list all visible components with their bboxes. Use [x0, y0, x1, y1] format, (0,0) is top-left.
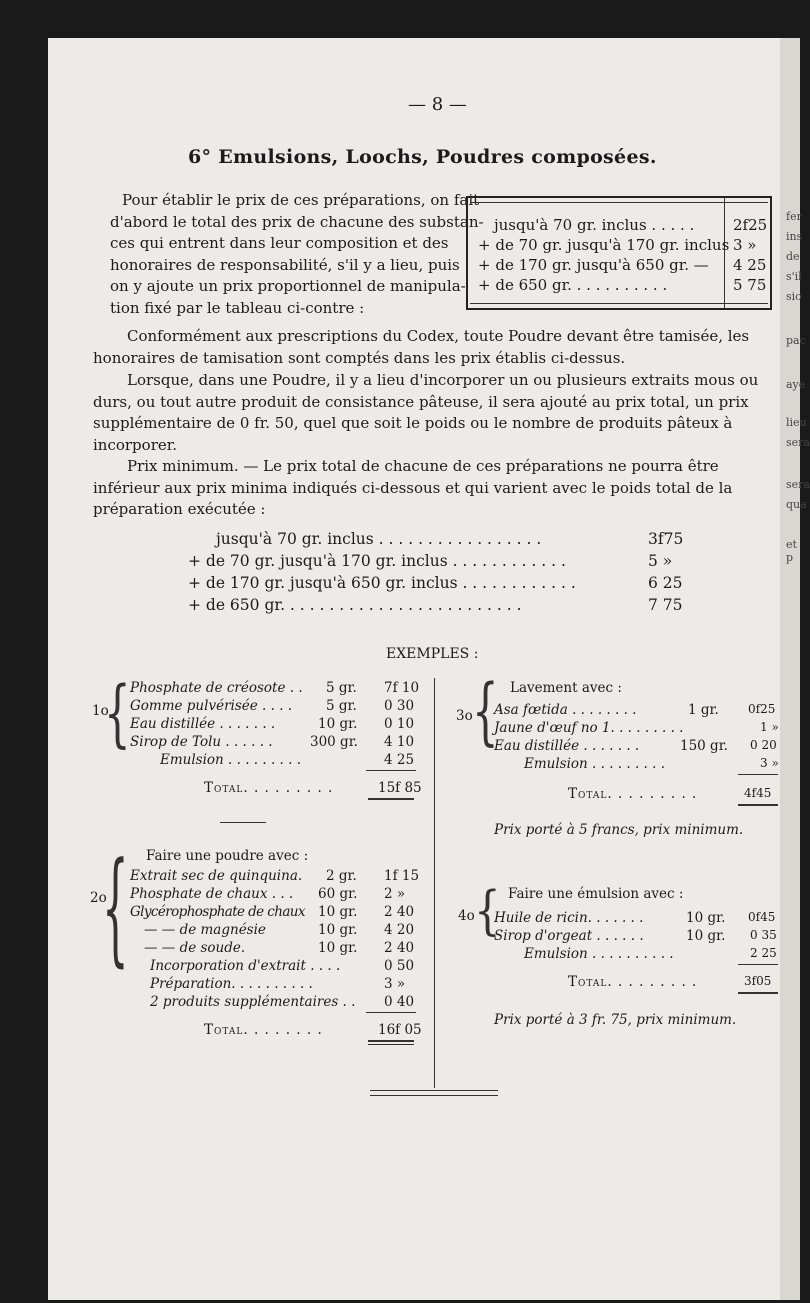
brace-icon: {	[102, 835, 129, 979]
ingredient-name: Emulsion . . . . . . . . .	[524, 756, 665, 772]
ingredient-name: Phosphate de créosote . .	[130, 680, 303, 696]
ingredient-price: 7f 10	[384, 680, 420, 696]
ingredient-price: 0f45	[748, 910, 776, 924]
ingredient-price: 2 25	[750, 946, 777, 960]
end-rule	[370, 1090, 498, 1091]
paragraph-line: durs, ou tout autre produit de consistance pâteuse, il sera ajouté au prix total, un prix	[93, 392, 749, 411]
edge-fragment: lieu	[786, 416, 807, 429]
ingredient-name: Huile de ricin. . . . . . .	[494, 910, 644, 926]
ingredient-price: 1f 15	[384, 868, 420, 884]
ingredient-name: Extrait sec de quinquina.	[130, 868, 303, 884]
example-intro: Faire une poudre avec :	[146, 848, 309, 864]
example-intro: Faire une émulsion avec :	[508, 886, 684, 902]
edge-fragment: s'il	[786, 270, 802, 283]
minimum-note: Prix porté à 3 fr. 75, prix minimum.	[494, 1012, 737, 1028]
ingredient-name: — — de soude.	[144, 940, 246, 956]
ingredient-name: — — de magnésie	[144, 922, 266, 938]
ingredient-name: Asa fœtida . . . . . . . .	[494, 702, 637, 718]
example-number: 3o	[456, 708, 473, 724]
brace-icon: {	[474, 879, 501, 941]
ingredient-qty: 10 gr.	[318, 940, 358, 956]
ingredient-price: 0f25	[748, 702, 776, 716]
table-row-price: 2f25	[733, 216, 768, 234]
table-row-price: 3f75	[648, 530, 684, 548]
ingredient-price: 0 35	[750, 928, 777, 942]
page-number: — 8 —	[408, 94, 467, 115]
total-label: Total. . . . . . . .	[204, 1022, 323, 1038]
ingredient-name: Eau distillée . . . . . . .	[494, 738, 640, 754]
edge-fragment: fer	[786, 210, 802, 223]
ingredient-price: 0 10	[384, 716, 415, 732]
next-page-edge	[780, 38, 810, 1300]
ingredient-qty: 60 gr.	[318, 886, 358, 902]
ingredient-qty: 5 gr.	[326, 698, 357, 714]
ingredient-qty: 10 gr.	[686, 910, 726, 926]
edge-fragment: pac	[786, 334, 806, 347]
ingredient-price: 2 »	[384, 886, 406, 902]
paragraph-line: préparation exécutée :	[93, 500, 266, 518]
table-row-label: + de 170 gr. jusqu'à 650 gr. —	[478, 256, 709, 274]
table-row-label: jusqu'à 70 gr. inclus . . . . . . . . . . . . . . . . .	[216, 530, 542, 548]
ingredient-price: 3 »	[760, 756, 779, 770]
ingredient-name: Eau distillée . . . . . . .	[130, 716, 276, 732]
ingredient-name: Sirop d'orgeat . . . . . .	[494, 928, 644, 944]
edge-fragment: aye	[786, 378, 806, 391]
ingredient-qty: 10 gr.	[318, 716, 358, 732]
brace-icon: {	[104, 669, 131, 756]
ingredient-name: Glycérophosphate de chaux	[130, 904, 305, 920]
ingredient-price: 0 30	[384, 698, 415, 714]
ingredient-price: 3 »	[384, 976, 406, 992]
table-row-price: 7 75	[648, 596, 683, 614]
ingredient-qty: 10 gr.	[686, 928, 726, 944]
paragraph-line: supplémentaire de 0 fr. 50, quel que soit le poids ou le nombre de produits pâteux à	[93, 414, 733, 432]
table-row-label: jusqu'à 70 gr. inclus . . . . .	[494, 216, 695, 234]
example-intro: Lavement avec :	[510, 680, 622, 696]
total-value: 16f 05	[378, 1022, 422, 1038]
ingredient-name: Incorporation d'extrait . . . .	[150, 958, 341, 974]
manipulation-price-table	[466, 196, 772, 310]
table-row-price: 5 »	[648, 552, 673, 570]
table-row-price: 3 »	[733, 236, 757, 254]
ingredient-qty: 1 gr.	[688, 702, 719, 718]
ingredient-name: Sirop de Tolu . . . . . .	[130, 734, 273, 750]
page	[48, 38, 780, 1300]
paragraph-line: Conformément aux prescriptions du Codex, toute Poudre devant être tamisée, les	[127, 327, 750, 345]
table-row-label: + de 650 gr. . . . . . . . . . .	[478, 276, 668, 294]
edge-fragment: qua	[786, 498, 807, 511]
examples-heading: EXEMPLES :	[386, 646, 479, 662]
total-value: 4f45	[744, 786, 772, 800]
ingredient-qty: 10 gr.	[318, 904, 358, 920]
paragraph-line: incorporer.	[93, 435, 178, 454]
table-row-label: + de 70 gr. jusqu'à 170 gr. inclus	[478, 236, 730, 254]
example-number: 4o	[458, 908, 475, 924]
edge-fragment: de	[786, 250, 800, 263]
paragraph-line: Prix minimum. — Le prix total de chacune de ces préparations ne pourra être	[127, 457, 719, 475]
ingredient-price: 4 20	[384, 922, 415, 938]
ingredient-name: Emulsion . . . . . . . . . .	[524, 946, 674, 962]
ingredient-name: Phosphate de chaux . . .	[130, 886, 294, 902]
total-label: Total. . . . . . . . .	[568, 974, 698, 990]
ingredient-price: 4 10	[384, 734, 415, 750]
ingredient-price: 4 25	[384, 752, 415, 768]
ingredient-qty: 10 gr.	[318, 922, 358, 938]
minimum-price-paragraph	[93, 456, 771, 521]
table-row-price: 5 75	[733, 276, 767, 294]
intro-line: Pour établir le prix de ces préparations, on fait	[122, 191, 480, 209]
ingredient-price: 2 40	[384, 904, 415, 920]
ingredient-qty: 5 gr.	[326, 680, 357, 696]
paragraph-line: honoraires de tamisation sont comptés dans les prix établis ci-dessus.	[93, 348, 626, 367]
paragraph-line: inférieur aux prix minima indiqués ci-dessous et qui varient avec le poids total de la	[93, 478, 733, 497]
ingredient-name: Emulsion . . . . . . . . .	[160, 752, 301, 768]
tamisation-paragraph	[93, 326, 771, 369]
ingredient-name: Préparation. . . . . . . . . .	[150, 976, 313, 992]
section-title: 6° Emulsions, Loochs, Poudres composées.	[188, 146, 657, 168]
ingredient-qty: 300 gr.	[310, 734, 358, 750]
column-divider	[434, 678, 435, 1088]
ingredient-price: 0 40	[384, 994, 415, 1010]
ingredient-name: 2 produits supplémentaires . .	[150, 994, 356, 1010]
intro-line: ces qui entrent dans leur composition et des	[110, 234, 449, 252]
intro-line: d'abord le total des prix de chacune des substan-	[110, 212, 484, 231]
intro-line: on y ajoute un prix proportionnel de manipula-	[110, 277, 466, 295]
table-row-price: 4 25	[733, 256, 767, 274]
minimum-note: Prix porté à 5 francs, prix minimum.	[494, 822, 744, 838]
extract-paragraph	[93, 370, 771, 456]
edge-fragment: sera	[786, 436, 810, 449]
total-label: Total. . . . . . . . .	[568, 786, 698, 802]
edge-fragment: sio	[786, 290, 802, 303]
ingredient-price: 0 50	[384, 958, 415, 974]
intro-paragraph	[110, 190, 484, 319]
total-value: 3f05	[744, 974, 772, 988]
ingredient-name: Jaune d'œuf no 1. . . . . . . . .	[494, 720, 684, 736]
brace-icon: {	[472, 667, 499, 754]
intro-line: tion fixé par le tableau ci-contre :	[110, 298, 365, 317]
table-row-label: + de 170 gr. jusqu'à 650 gr. inclus . . . . . . . . . . . .	[188, 574, 576, 592]
ingredient-qty: 150 gr.	[680, 738, 728, 754]
intro-line: honoraires de responsabilité, s'il y a lieu, puis	[110, 255, 460, 274]
total-label: Total. . . . . . . . .	[204, 780, 334, 796]
ingredient-name: Gomme pulvérisée . . . .	[130, 698, 293, 714]
total-value: 15f 85	[378, 780, 422, 796]
table-row-price: 6 25	[648, 574, 683, 592]
ingredient-price: 0 20	[750, 738, 777, 752]
end-rule	[370, 1095, 498, 1096]
paragraph-line: Lorsque, dans une Poudre, il y a lieu d'incorporer un ou plusieurs extraits mous ou	[127, 371, 759, 389]
example-number: 2o	[90, 890, 107, 906]
table-row-label: + de 650 gr. . . . . . . . . . . . . . . . . . . . . . . . .	[188, 596, 522, 614]
ingredient-price: 2 40	[384, 940, 415, 956]
edge-fragment: ins	[786, 230, 803, 243]
example-number: 1o	[92, 703, 109, 719]
edge-fragment: sera	[786, 478, 810, 491]
table-row-label: + de 70 gr. jusqu'à 170 gr. inclus . . . . . . . . . . . .	[188, 552, 566, 570]
ingredient-qty: 2 gr.	[326, 868, 357, 884]
edge-fragment: et p	[786, 538, 797, 564]
ingredient-price: 1 »	[760, 720, 779, 734]
